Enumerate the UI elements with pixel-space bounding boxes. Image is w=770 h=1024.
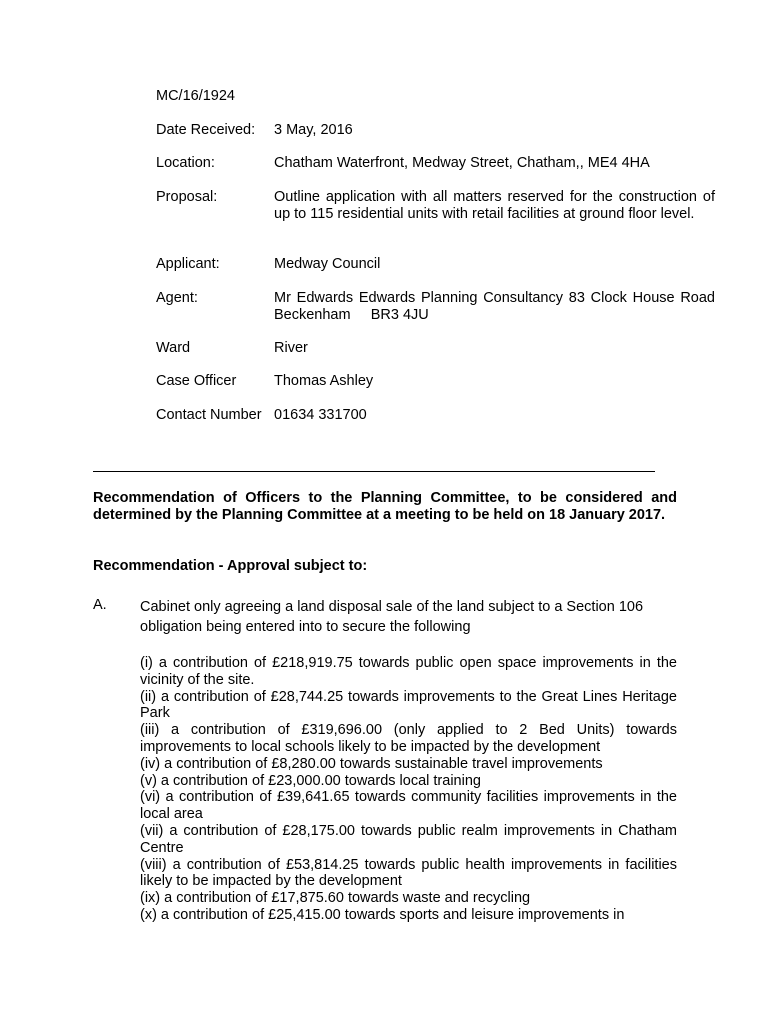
agent-value: Mr Edwards Edwards Planning Consultancy 83 Clock House Road Beckenham BR3 4JU	[274, 290, 720, 323]
date-received-label: Date Received:	[156, 122, 256, 138]
contact-number-label: Contact Number	[156, 407, 262, 423]
proposal-label: Proposal:	[156, 189, 218, 205]
location-value: Chatham Waterfront, Medway Street, Chatham,, ME4 4HA	[274, 155, 650, 171]
contribution-item: (ii) a contribution of £28,744.25 towards improvements to the Great Lines Heritage Park	[140, 688, 677, 722]
contribution-item: (viii) a contribution of £53,814.25 towards public health improvements in facilities likely to be impacted by the development	[140, 856, 677, 890]
proposal-value: Outline application with all matters reserved for the construction of up to 115 residential units with retail facilities at ground floor level.	[274, 189, 715, 222]
applicant-label: Applicant:	[156, 256, 220, 272]
agent-label: Agent:	[156, 290, 198, 306]
contribution-item: (iv) a contribution of £8,280.00 towards sustainable travel improvements	[140, 755, 603, 772]
recommendation-heading: Recommendation - Approval subject to:	[93, 558, 368, 574]
item-a-letter: A.	[93, 597, 107, 613]
case-officer-value: Thomas Ashley	[274, 373, 374, 389]
contribution-item: (vii) a contribution of £28,175.00 towards public realm improvements in Chatham Centre	[140, 822, 677, 856]
case-officer-label: Case Officer	[156, 373, 237, 389]
location-label: Location:	[156, 155, 215, 171]
contribution-item: (v) a contribution of £23,000.00 towards local training	[140, 772, 481, 789]
item-a-text: Cabinet only agreeing a land disposal sale of the land subject to a Section 106 obligation being entered into to secure the following	[140, 599, 644, 635]
ward-label: Ward	[156, 340, 191, 356]
contribution-item: (ix) a contribution of £17,875.60 towards waste and recycling	[140, 890, 531, 907]
application-reference: MC/16/1924	[156, 88, 235, 104]
ward-value: River	[274, 340, 308, 356]
applicant-value: Medway Council	[274, 256, 381, 272]
date-received-value: 3 May, 2016	[274, 122, 353, 138]
contributions-list	[140, 655, 677, 924]
contribution-item: (vi) a contribution of £39,641.65 towards community facilities improvements in the local area	[140, 789, 677, 823]
section-divider	[93, 471, 655, 472]
contribution-item: (iii) a contribution of £319,696.00 (only applied to 2 Bed Units) towards improvements to local schools likely to be impacted by the development	[140, 722, 677, 755]
recommendation-intro: Recommendation of Officers to the Planning Committee, to be considered and determined by the Planning Committee at a meeting to be held on 18 January 2017.	[93, 490, 677, 523]
contact-number-value: 01634 331700	[274, 407, 367, 423]
contribution-item: (x) a contribution of £25,415.00 towards sports and leisure improvements in	[140, 906, 625, 923]
contribution-item: (i) a contribution of £218,919.75 towards public open space improvements in the vicinity of the site.	[140, 655, 677, 688]
